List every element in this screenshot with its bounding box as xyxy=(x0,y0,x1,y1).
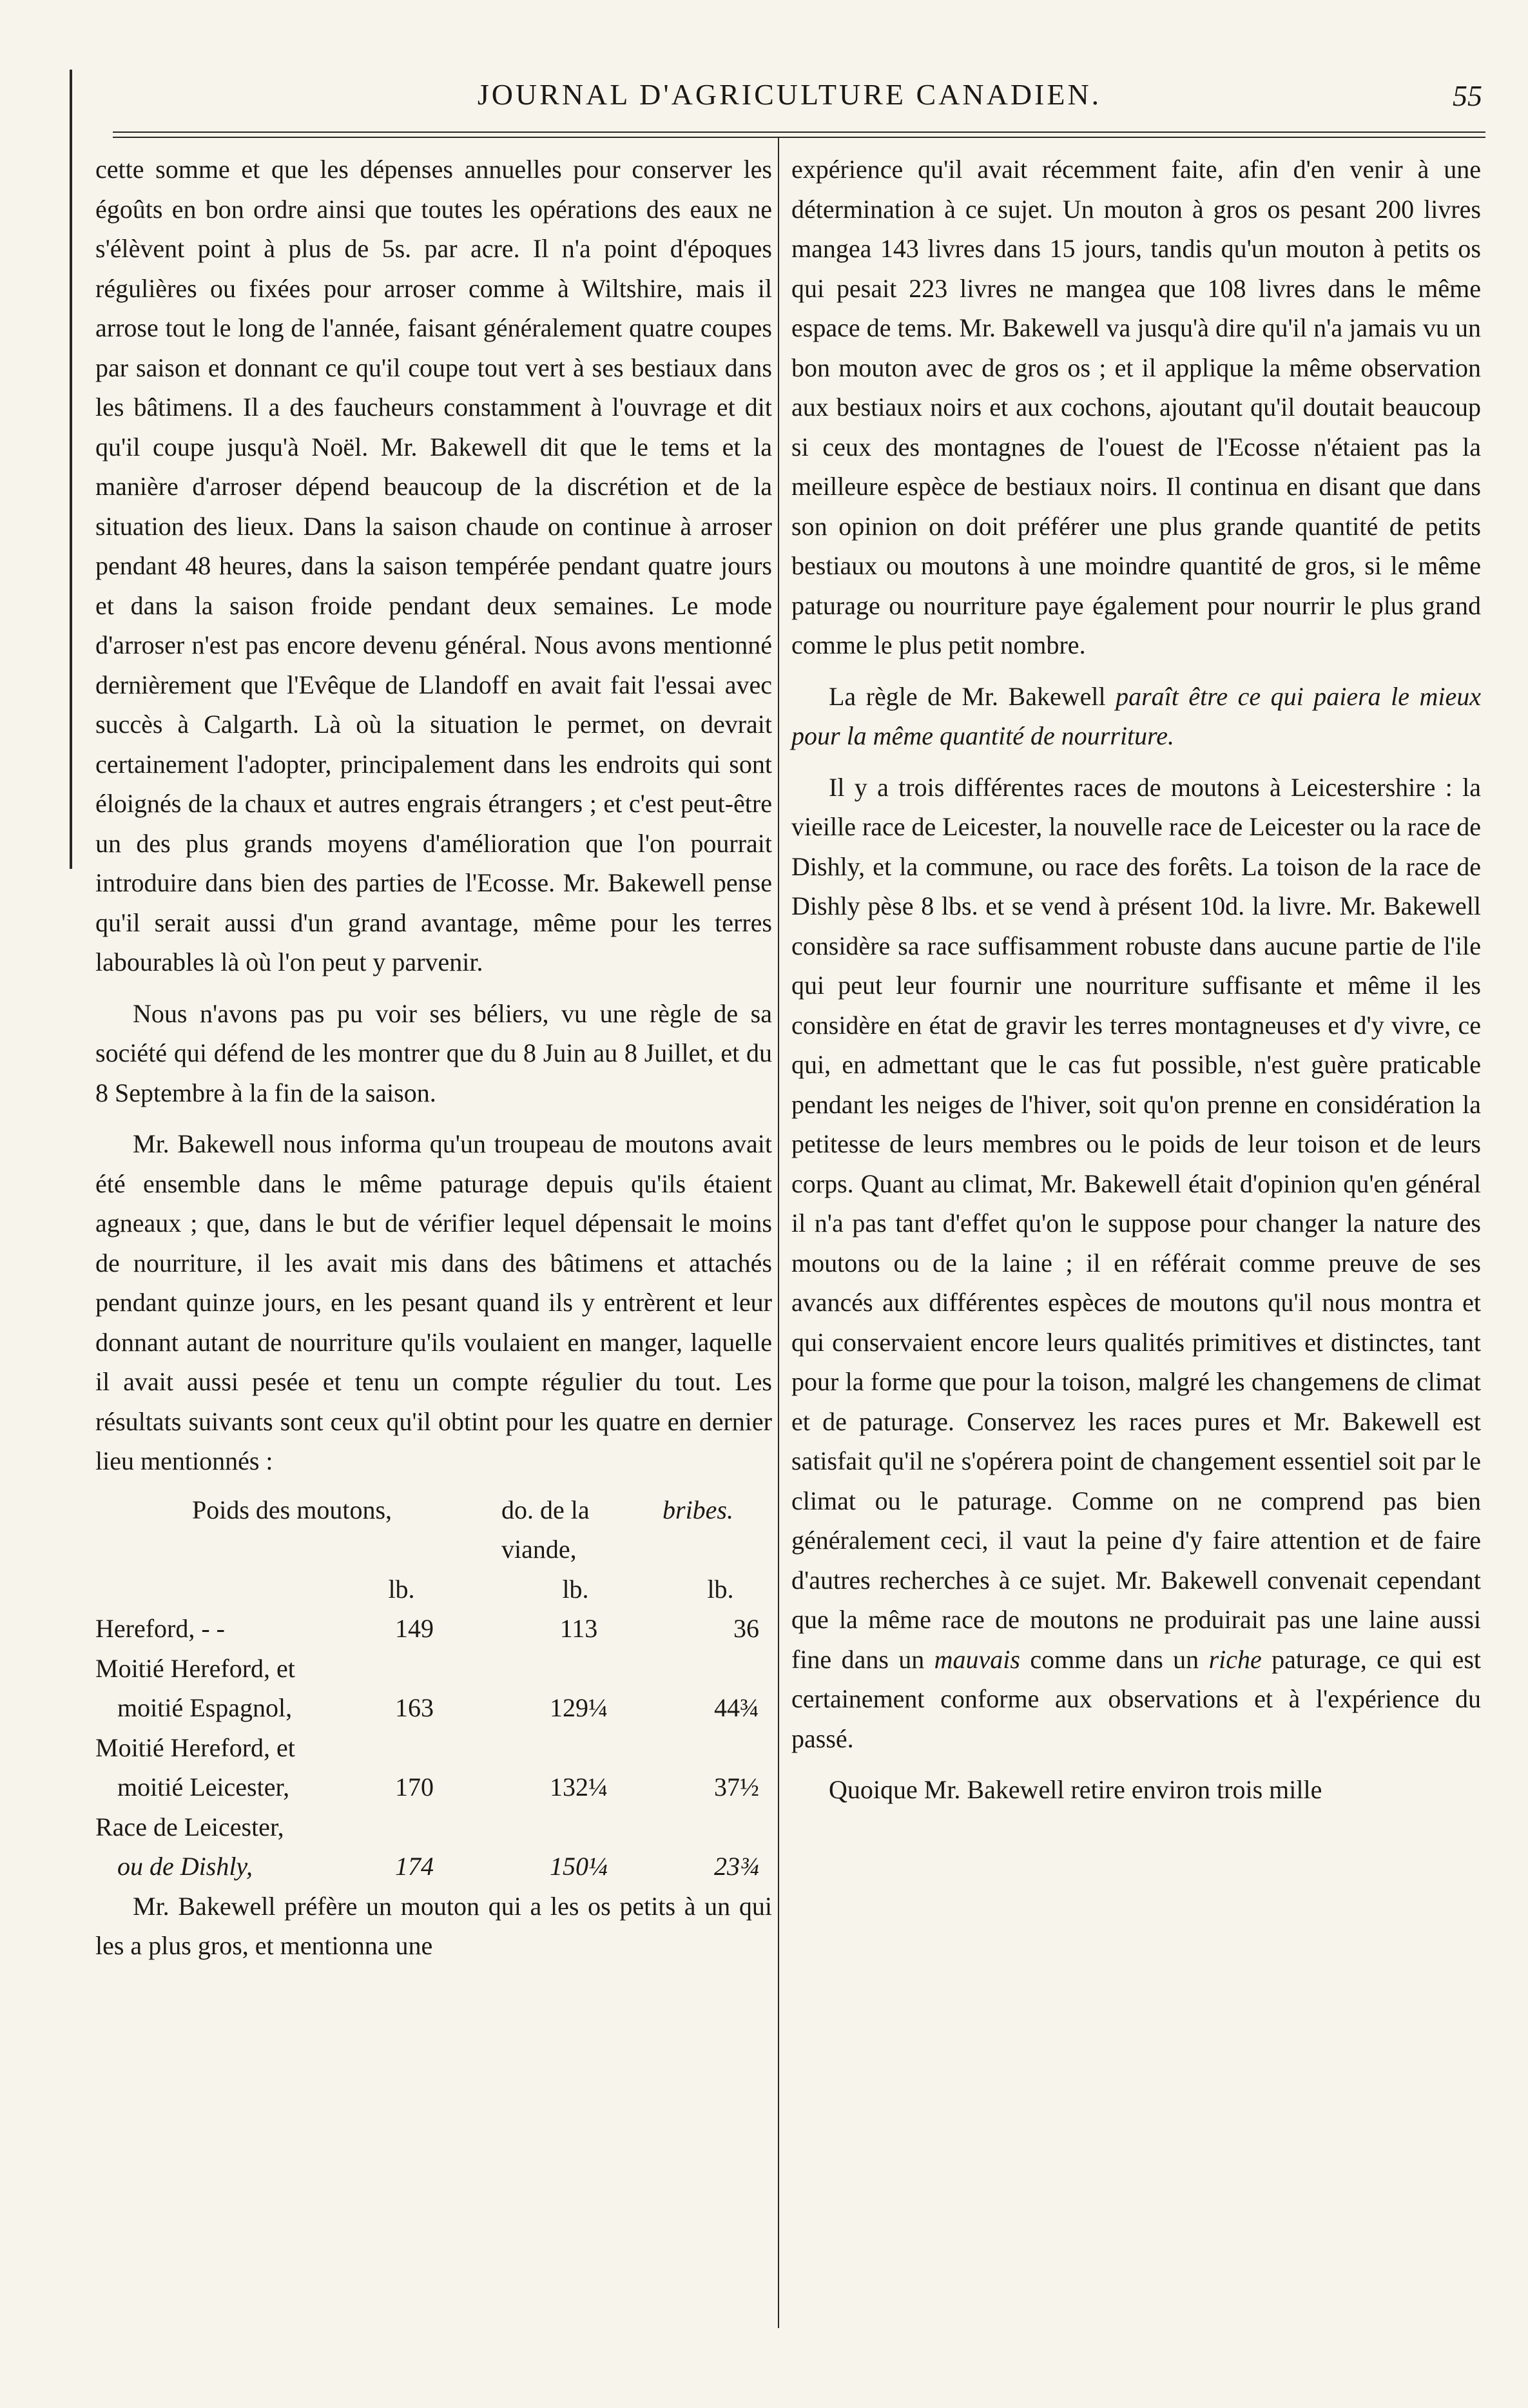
meat-value: 129¼ xyxy=(550,1693,608,1722)
weight-value: 149 xyxy=(395,1614,434,1643)
table-row xyxy=(95,1688,772,1728)
paragraph-text: Il y a trois différentes races de moutons à Leicestershire : la vieille race de Leicester, la nouvelle race de Leicester ou la race de Dishly, et la commune, ou race des forêts. La toison de la race de Dishly pèse 8 lbs. et se vend à présent 10d. la livre. Mr. Bakewell considère sa race suffisamment robuste dans aucune partie de l'ile qui peut leur fournir une nourriture suffisante et même il les considère en état de gravir les terres montagneuses et d'y vivre, ce qui, en admettant que le cas fut possible, n'est guère praticable pendant les neiges de l'hiver, soit qu'on prenne en considération la petitesse de leurs membres ou le poids de leur toison et de leurs corps. Quant au climat, Mr. Bakewell était d'opinion qu'en général il n'a pas tant d'effet qu'on le suppose pour changer la nature des moutons ou de la laine ; il en référait comme preuve de ses avancés aux différentes espèces de moutons qu'il nous montra et qui conservaient encore leurs qualités primitives et distinctes, tant pour la forme que pour la toison, malgré les changemens de climat et de paturage. Conservez les races pures et Mr. Bakewell est satisfait qu'il ne s'opérera point de changement essentiel soit par le climat ou le paturage. Comme on ne comprend pas bien généralement ceci, il vaut la peine d'y faire attention et de faire d'autres recherches à ce sujet. Mr. Bakewell convenait cependant que la même race de moutons ne produirait pas une laine aussi fine dans un xyxy=(791,772,1481,1674)
breed-name: Hereford, - - xyxy=(95,1614,225,1643)
units-row xyxy=(95,1569,772,1609)
breed-name-continued: moitié Espagnol, xyxy=(117,1693,293,1722)
column-header-meat: do. de la viande, xyxy=(501,1495,590,1564)
table-row xyxy=(95,1807,772,1847)
unit-label: lb. xyxy=(388,1574,415,1604)
scraps-value: 36 xyxy=(733,1614,759,1643)
paragraph xyxy=(791,677,1481,756)
weight-value: 174 xyxy=(395,1852,434,1881)
paragraph-text: paturage, ce qui est certainement conforme aux observations et à l'expérience du passé. xyxy=(791,1644,1482,1753)
weight-value: 163 xyxy=(395,1693,434,1722)
right-column xyxy=(791,150,1481,1810)
meat-value: 132¼ xyxy=(550,1772,608,1801)
paragraph: Mr. Bakewell nous informa qu'un troupeau de moutons avait été ensemble dans le même paturage depuis qu'ils étaient agneaux ; que, dans le but de vérifier lequel dépensait le moins de nourriture, il les avait mis dans des bâtimens et attachés pendant quinze jours, en les pesant quand ils y entrèrent et leur donnant autant de nourriture qu'ils voulaient en manger, laquelle il avait aussi pesée et tenu un compte régulier du tout. Les résultats suivants sont ceux qu'il obtint pour les quatre en dernier lieu mentionnés : xyxy=(95,1129,772,1475)
unit-label: lb. xyxy=(562,1574,589,1604)
meat-value: 113 xyxy=(559,1614,598,1643)
table-row xyxy=(95,1649,772,1689)
breed-name-continued: moitié Leicester, xyxy=(117,1772,290,1801)
weight-value: 170 xyxy=(395,1772,434,1801)
table-row xyxy=(95,1767,772,1807)
breed-name: Moitié Hereford, et xyxy=(95,1733,295,1762)
meat-value: 150¼ xyxy=(550,1852,608,1881)
column-divider xyxy=(778,137,779,2328)
italic-word: mauvais xyxy=(934,1644,1020,1674)
paragraph xyxy=(791,768,1481,1759)
paragraph-text: comme dans un xyxy=(1030,1644,1199,1674)
margin-rule xyxy=(70,70,72,869)
table-row xyxy=(95,1609,772,1649)
table-row xyxy=(95,1847,772,1887)
scraps-value: 44¾ xyxy=(714,1693,759,1722)
table-row xyxy=(95,1728,772,1768)
table-header xyxy=(95,1490,772,1569)
breed-name-continued: ou de Dishly, xyxy=(117,1852,253,1881)
column-header-scraps: bribes. xyxy=(662,1495,733,1524)
header-rule xyxy=(113,131,1485,138)
paragraph: expérience qu'il avait récemment faite, afin d'en venir à une détermination à ce sujet. Un mouton à gros os pesant 200 livres mangea 143 livres dans 15 jours, tandis qu'un mouton à petits os qui pesait 223 livres ne mangea que 108 livres dans le même espace de tems. Mr. Bakewell va jusqu'à dire qu'il n'a jamais vu un bon mouton avec de gros os ; et il applique la même observation aux bestiaux noirs et aux cochons, ajoutant qu'il doutait beaucoup si ceux des montagnes de l'ouest de l'Ecosse n'étaient pas la meilleure espèce de bestiaux noirs. Il continua en disant que dans son opinion on doit préférer une plus grande quantité de petits bestiaux ou moutons à une moindre quantité de gros, si le même paturage ou nourriture paye également pour nourrir le plus grand comme le plus petit nombre. xyxy=(791,155,1481,659)
left-column xyxy=(95,150,772,1966)
rule-lead-text: La règle de Mr. Bakewell xyxy=(829,681,1106,711)
breed-name: Race de Leicester, xyxy=(95,1812,284,1841)
running-header xyxy=(97,71,1482,122)
column-header-weight: Poids des moutons, xyxy=(192,1495,392,1524)
scraps-value: 37½ xyxy=(714,1772,759,1801)
italic-word: riche xyxy=(1208,1644,1262,1674)
page-number: 55 xyxy=(1453,79,1482,112)
paragraph: cette somme et que les dépenses annuelles pour conserver les égoûts en bon ordre ainsi que toutes les opérations des eaux ne s'élèvent point à plus de 5s. par acre. Il n'a point d'époques régulières ou fixées pour arroser comme à Wiltshire, mais il arrose tout le long de l'année, faisant généralement quatre coupes par saison et donnant ce qu'il coupe tout vert à ses bestiaux dans les bâtimens. Il a des faucheurs constamment à l'ouvrage et dit qu'il coupe jusqu'à Noël. Mr. Bakewell dit que le tems et la manière d'arroser dépend beaucoup de la discrétion et de la situation des lieux. Dans la saison chaude on continue à arroser pendant 48 heures, dans la saison tempérée pendant quatre jours et dans la saison froide pendant deux semaines. Le mode d'arroser n'est pas encore devenu général. Nous avons mentionné dernièrement que l'Evêque de Llandoff en avait fait l'essai avec succès à Calgarth. Là où la situation le permet, on devrait certainement l'adopter, principalement dans les endroits qui sont éloignés de la chaux et autres engrais étrangers ; et c'est peut-être un des plus grands moyens d'amélioration que l'on pourrait introduire dans bien des parties de l'Ecosse. Mr. Bakewell pense qu'il serait aussi d'un grand avantage, même pour les terres labourables là où l'on peut y parvenir. xyxy=(95,155,772,976)
weights-table xyxy=(95,1490,772,1887)
breed-name: Moitié Hereford, et xyxy=(95,1653,295,1683)
paragraph: Mr. Bakewell préfère un mouton qui a les os petits à un qui les a plus gros, et mentionna une xyxy=(95,1891,772,1960)
rule-italic-text: paraît être ce qui paiera le mieux pour la même quantité de nourriture. xyxy=(791,681,1482,750)
journal-title: JOURNAL D'AGRICULTURE CANADIEN. xyxy=(477,78,1102,111)
scraps-value: 23¾ xyxy=(714,1852,759,1881)
paragraph: Quoique Mr. Bakewell retire environ trois mille xyxy=(829,1775,1322,1804)
unit-label: lb. xyxy=(707,1574,734,1604)
paragraph: Nous n'avons pas pu voir ses béliers, vu une règle de sa société qui défend de les montrer que du 8 Juin au 8 Juillet, et du 8 Septembre à la fin de la saison. xyxy=(95,998,772,1107)
